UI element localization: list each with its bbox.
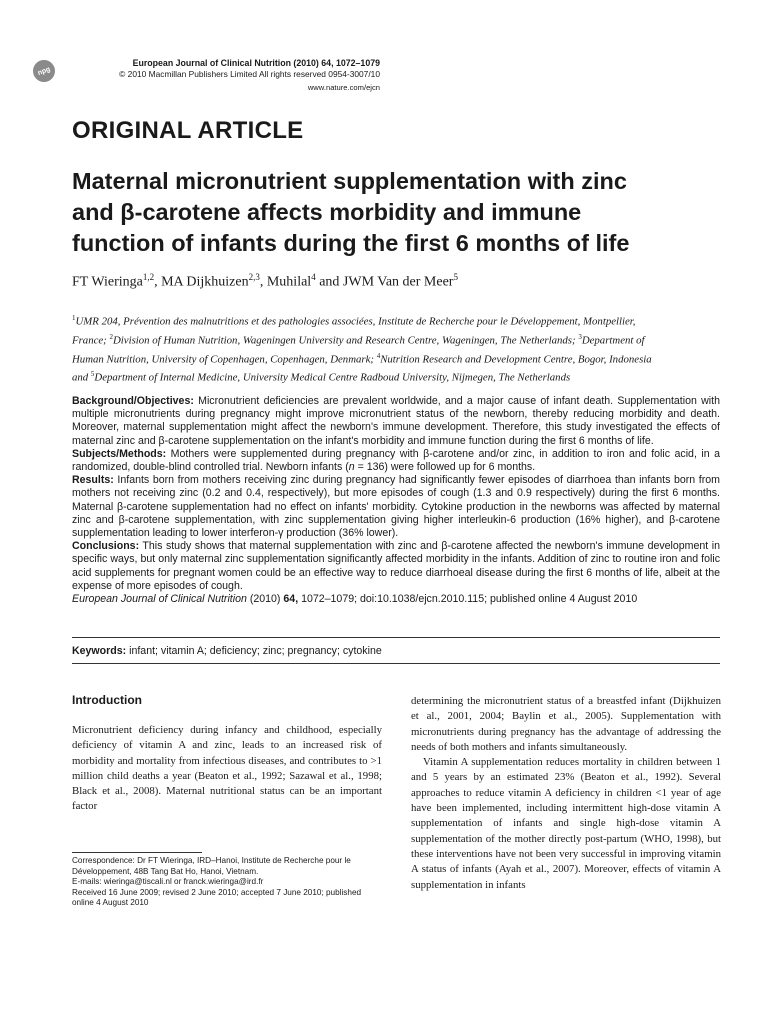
paragraph: determining the micronutrient status of a breastfed infant (Dijkhuizen et al., 2001, 2004; Baylin et al., 2005). Supplementation with micronutrients during pregnancy has the advantage of addressing the needs of both mothers and infants simultaneously. xyxy=(411,695,721,753)
keywords xyxy=(72,645,382,657)
affil-text: France; xyxy=(72,334,110,347)
abstract-label: Background/Objectives: xyxy=(72,395,194,407)
article-title xyxy=(72,166,732,259)
abstract-label: Subjects/Methods: xyxy=(72,447,167,460)
copyright-line: © 2010 Macmillan Publishers Limited All rights reserved 0954-3007/10 xyxy=(119,69,380,79)
intro-right-column xyxy=(411,694,721,893)
abstract-methods xyxy=(72,448,720,474)
abstract xyxy=(72,395,720,606)
publisher-logo: npg xyxy=(30,57,58,85)
citation-year: (2010) xyxy=(246,593,284,606)
author-list: FT Wieringa$^{1,2}$, MA Dijkhuizen$^{2,3}$, Muhilal$^4$ and JWM Van der Meer$^5$ xyxy=(72,272,458,290)
author-affil-sup: 5 xyxy=(453,272,458,282)
paragraph: Micronutrient deficiency during infancy and childhood, especially deficiency of vitamin A and zinc, leads to an increased risk of morbidity and mortality from infectious diseases, and contributes to >1 million child deaths a year (Beaton et al., 1992; Sazawal et al., 1998; Black et al., 2008). Maternal nutritional status can be an important factor xyxy=(72,724,382,813)
title-line: and β-carotene affects morbidity and immune xyxy=(72,199,582,225)
abstract-conclusions xyxy=(72,540,720,593)
affil-text: Department of Internal Medicine, University Medical Centre Radboud University, Nijmegen, The Netherlands xyxy=(94,371,571,384)
title-line: Maternal micronutrient supplementation with zinc xyxy=(72,168,627,194)
paragraph: Vitamin A supplementation reduces mortality in children between 1 and 5 years by an estimated 23% (Beaton et al., 1992). Several approaches to reduce vitamin A deficiency in children <1 year of age have been implemented, including intermittent high-dose vitamin A supplementation of infants and single high-dose vitamin A supplementation of the mother directly post-partum (WHO, 1998), but these interventions have not been very successful in improving vitamin A status of infants (Ayah et al., 2007). Moreover, effects of vitamin A supplementation in infants xyxy=(411,756,721,891)
abstract-label: Results: xyxy=(72,474,114,487)
article-type-label: ORIGINAL ARTICLE xyxy=(72,117,304,144)
abstract-label: Conclusions: xyxy=(72,540,140,553)
affiliation-line xyxy=(72,311,732,330)
citation-journal: European Journal of Clinical Nutrition xyxy=(72,593,247,606)
affil-text: Nutrition Research and Development Centre, Bogor, Indonesia xyxy=(380,353,652,366)
author-affil-sup: 1,2 xyxy=(142,272,155,282)
affil-text: Department of xyxy=(581,334,645,347)
keywords-text: infant; vitamin A; deficiency; zinc; pregnancy; cytokine xyxy=(126,645,382,657)
correspondence-footnote xyxy=(72,856,384,909)
author-conjunction: and xyxy=(319,274,340,290)
affil-text: UMR 204, Prévention des malnutritions et des pathologies associées, Institute de Recherche pour le Développement, Montpellier, xyxy=(75,315,636,328)
footnote-line: online 4 August 2010 xyxy=(72,898,149,908)
affiliation-line xyxy=(72,367,732,386)
author-affil-sup: 4 xyxy=(311,272,316,282)
affil-sup: 5 xyxy=(90,370,95,379)
footnote-line[interactable]: E-mails: wieringa@tiscali.nl or franck.wieringa@ird.fr xyxy=(72,877,264,887)
footnote-line: Développement, 48B Tang Bat Ho, Hanoi, Vietnam. xyxy=(72,866,259,876)
journal-url[interactable]: www.nature.com/ejcn xyxy=(307,83,380,92)
abstract-text: = 136) were followed up for 6 months. xyxy=(354,461,536,474)
abstract-citation xyxy=(72,593,720,606)
divider xyxy=(72,637,720,638)
keywords-label: Keywords: xyxy=(72,645,127,657)
author-name: FT Wieringa xyxy=(72,274,143,290)
intro-left-column xyxy=(72,723,382,815)
footnote-line: Received 16 June 2009; revised 2 June 2010; accepted 7 June 2010; published xyxy=(72,887,362,897)
affil-text: Division of Human Nutrition, Wageningen University and Research Centre, Wageningen, The Netherlands; xyxy=(112,334,579,347)
footnote-line: Correspondence: Dr FT Wieringa, IRD–Hanoi, Institute de Recherche pour le xyxy=(72,856,351,865)
citation-volume: 64, xyxy=(283,593,299,606)
footnote-divider xyxy=(72,852,202,853)
affil-text: and xyxy=(72,371,91,384)
section-heading: Introduction xyxy=(72,693,142,707)
journal-citation-header: European Journal of Clinical Nutrition (2010) 64, 1072–1079 xyxy=(132,58,380,68)
author-name: Muhilal xyxy=(266,274,312,290)
abstract-results xyxy=(72,474,720,540)
affil-sup: 3 xyxy=(578,332,582,341)
abstract-text: Infants born from mothers receiving zinc during pregnancy had significantly fewer episodes of diarrhoea than infants born from mothers not receiving zinc (0.2 and 0.4, respectively), but more episodes of cough (1.3 and 0.9 respectively) during the first 6 months. Maternal β-carotene supplementation had no effect on infants' morbidity. Cytokine production in the newborns was affected by maternal zinc and β-carotene supplementation, with zinc supplementation giving higher interleukin-6 production (16% higher), and β-carotene supplementation leading to lower interferon-γ production (36% lower). xyxy=(72,474,720,540)
affiliation-line xyxy=(72,349,732,368)
author-name: MA Dijkhuizen xyxy=(161,274,249,290)
affil-text: Human Nutrition, University of Copenhagen, Copenhagen, Denmark; xyxy=(72,353,377,366)
abstract-text: Mothers were supplemented during pregnancy with β-carotene and/or zinc, in addition to iron and folic acid, in a randomized, double-blind controlled trial. Newborn infants ( xyxy=(72,447,720,474)
abstract-background xyxy=(72,395,720,448)
affiliations xyxy=(72,311,732,386)
affiliation-line xyxy=(72,330,732,349)
author-affil-sup: 2,3 xyxy=(248,272,260,282)
citation-rest: 1072–1079; doi:10.1038/ejcn.2010.115; published online 4 August 2010 xyxy=(298,593,638,606)
affil-sup: 4 xyxy=(376,351,381,360)
divider xyxy=(72,663,720,664)
abstract-text: n xyxy=(348,461,355,474)
affil-sup: 2 xyxy=(109,332,113,341)
abstract-text: Micronutrient deficiencies are prevalent worldwide, and a major cause of infant death. Supplementation with multiple micronutrients during pregnancy might improve micronutrient status of the newborn, thereby reducing morbidity and death. Moreover, maternal supplementation might affect the newborn's immune development. Therefore, this study investigated the effects of maternal zinc and β-carotene supplementation on the infant's morbidity and immune function during the first 6 months of life. xyxy=(72,395,720,447)
abstract-text: This study shows that maternal supplementation with zinc and β-carotene affected the newborn's immune development in specific ways, but only maternal zinc supplementation significantly affected morbidity in the infants. Addition of zinc to routine iron and folic acid supplements for pregnant women could be an effective way to reduce diarrhoeal disease during the first 6 months of life, albeit at the expense of more episodes of cough. xyxy=(72,540,720,592)
affil-sup: 1 xyxy=(72,314,76,322)
title-line: function of infants during the first 6 months of life xyxy=(72,230,630,256)
author-name: JWM Van der Meer xyxy=(342,274,454,290)
